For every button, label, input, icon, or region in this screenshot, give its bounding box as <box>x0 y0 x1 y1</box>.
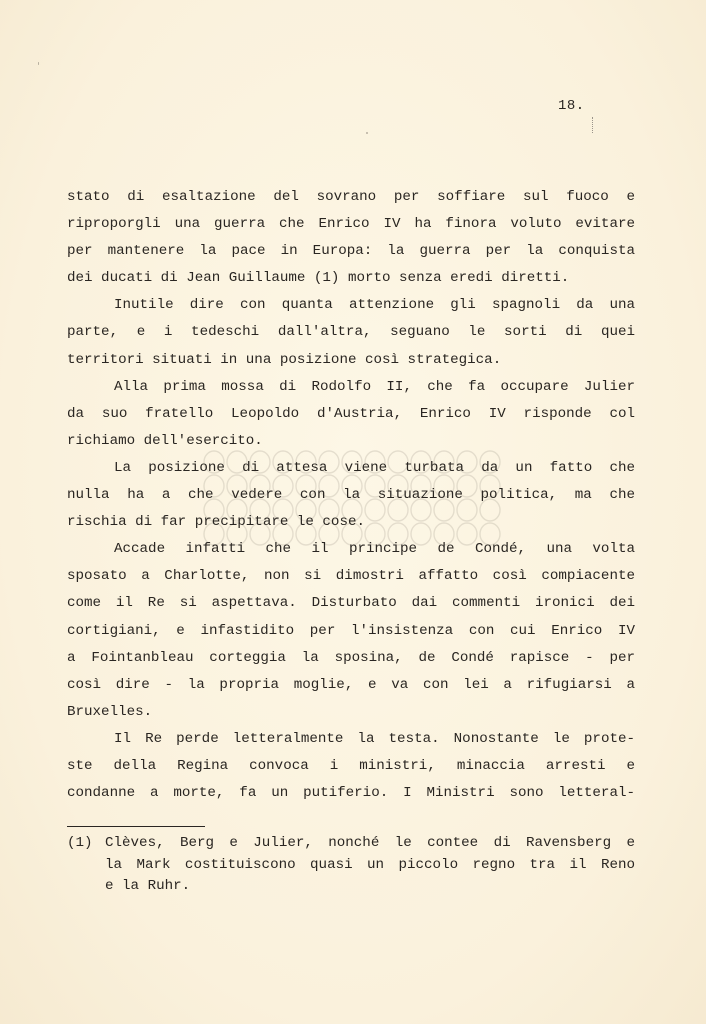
footnote-marker: (1) <box>67 835 93 851</box>
paragraph <box>67 292 635 373</box>
text-line: cortigiani, e infastidito per l'insistenza con cui Enrico IV <box>67 622 635 639</box>
text-line: nulla ha a che vedere con la situazione politica, ma che <box>67 487 635 504</box>
text-line: per mantenere la pace in Europa: la guerra per la conquista <box>67 243 635 260</box>
text-line: Bruxelles. <box>67 703 153 720</box>
text-line: richiamo dell'esercito. <box>67 432 263 449</box>
text-line: Alla prima mossa di Rodolfo II, che fa occupare Julier <box>114 378 635 395</box>
footnote-separator <box>67 826 205 827</box>
paper-speck <box>38 62 39 65</box>
footnote-text <box>105 833 635 898</box>
text-line: sposato a Charlotte, non si dimostri affatto così compiacente <box>67 568 635 585</box>
text-line: come il Re si aspettava. Disturbato dai commenti ironici dei <box>67 595 635 612</box>
text-line: condanne a morte, fa un putiferio. I Ministri sono letteral- <box>67 785 635 802</box>
paragraph <box>67 536 635 726</box>
text-line: ste della Regina convoca i ministri, minaccia arresti e <box>67 757 635 774</box>
body-text <box>67 184 635 807</box>
text-line: riproporgli una guerra che Enrico IV ha finora voluto evitare <box>67 216 635 233</box>
text-line: così dire - la propria moglie, e va con lei a rifugiarsi a <box>67 676 635 693</box>
text-line: La posizione di attesa viene turbata da un fatto che <box>114 459 635 476</box>
paper-speck <box>366 132 368 134</box>
paragraph <box>67 184 635 292</box>
page-number: 18. <box>558 98 585 114</box>
paragraph <box>67 726 635 807</box>
text-line: da suo fratello Leopoldo d'Austria, Enrico IV risponde col <box>67 405 635 422</box>
text-line: dei ducati di Jean Guillaume (1) morto senza eredi diretti. <box>67 270 570 287</box>
text-line: rischia di far precipitare le cose. <box>67 514 365 531</box>
paragraph <box>67 455 635 536</box>
footnote-line: la Mark costituiscono quasi un piccolo regno tra il Reno <box>105 856 635 873</box>
text-line: stato di esaltazione del sovrano per soffiare sul fuoco e <box>67 189 635 205</box>
text-line: territori situati in una posizione così strategica. <box>67 351 502 368</box>
margin-mark <box>592 117 594 133</box>
text-line: Il Re perde letteralmente la testa. Nonostante le prote- <box>114 730 635 747</box>
text-line: parte, e i tedeschi dall'altra, seguano le sorti di quei <box>67 324 635 341</box>
footnote-line: e la Ruhr. <box>105 878 191 894</box>
footnote-line: Clèves, Berg e Julier, nonché le contee di Ravensberg e <box>105 835 635 851</box>
footnote <box>67 833 635 898</box>
text-line: Inutile dire con quanta attenzione gli spagnoli da una <box>114 297 635 314</box>
text-line: Accade infatti che il principe de Condé, una volta <box>114 541 635 558</box>
paragraph <box>67 374 635 455</box>
text-line: a Fointanbleau corteggia la sposina, de Condé rapisce - per <box>67 649 635 666</box>
